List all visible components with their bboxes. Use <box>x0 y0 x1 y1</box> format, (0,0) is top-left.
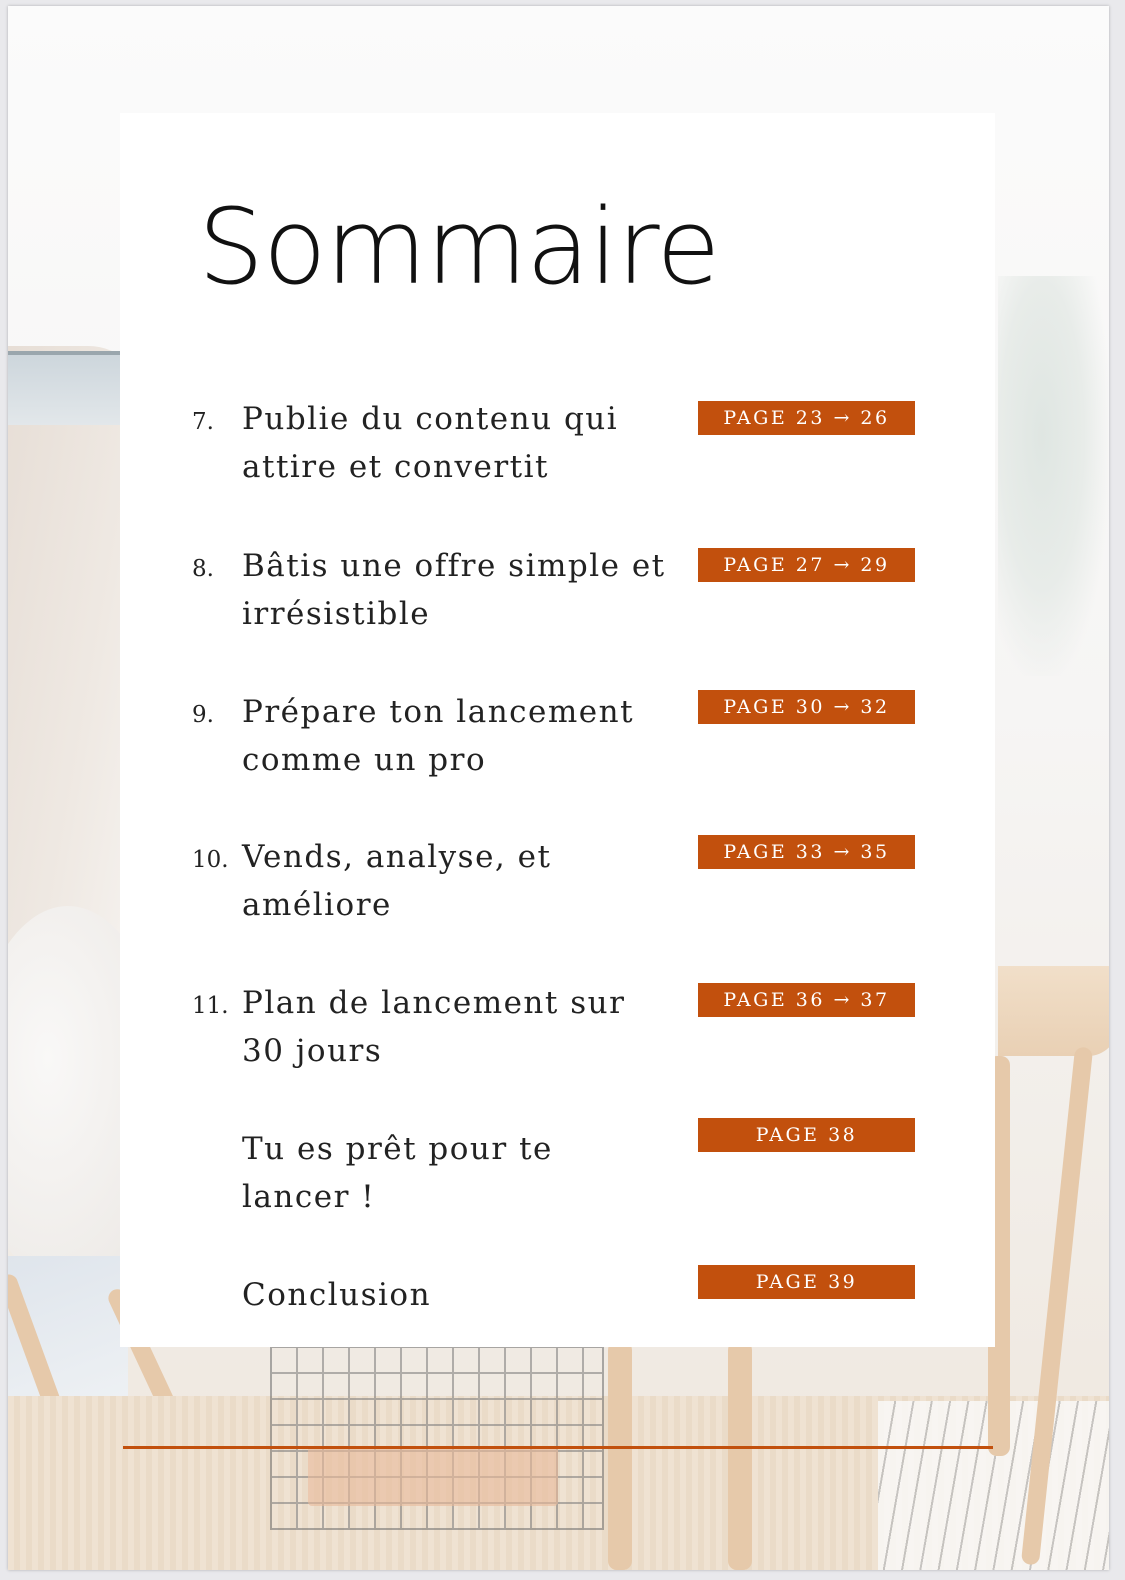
toc-page-badge: PAGE 27 → 29 <box>698 548 915 582</box>
toc-entry <box>120 1125 995 1235</box>
toc-card <box>120 113 995 1347</box>
toc-entry <box>120 1271 995 1381</box>
toc-entry-label: Plan de lancement sur 30 jours <box>242 985 626 1069</box>
toc-entry-number: 11. <box>192 993 229 1019</box>
background-tray <box>308 1446 558 1506</box>
background-plant <box>998 276 1108 676</box>
toc-page-badge: PAGE 23 → 26 <box>698 401 915 435</box>
toc-entry-label: Bâtis une offre simple et irrésistible <box>242 548 666 632</box>
toc-page-badge: PAGE 33 → 35 <box>698 835 915 869</box>
toc-page-badge: PAGE 36 → 37 <box>698 983 915 1017</box>
toc-entry <box>120 688 995 798</box>
toc-entry <box>120 833 995 943</box>
toc-entry-label: Prépare ton lancement comme un pro <box>242 694 635 778</box>
toc-entry-label: Publie du contenu qui attire et convertit <box>242 401 619 485</box>
toc-entry-number: 7. <box>192 409 214 435</box>
toc-entry <box>120 395 995 505</box>
page-title: Sommaire <box>198 186 720 308</box>
toc-entry-number: 10. <box>192 847 229 873</box>
toc-entry-label: Conclusion <box>242 1277 432 1313</box>
toc-entry-label: Vends, analyse, et améliore <box>242 839 552 923</box>
toc-page-badge: PAGE 30 → 32 <box>698 690 915 724</box>
toc-entry-number: 9. <box>192 702 214 728</box>
toc-entry <box>120 542 995 652</box>
background-monitor <box>8 351 128 425</box>
toc-page-badge: PAGE 39 <box>698 1265 915 1299</box>
document-page <box>8 6 1109 1570</box>
footer-divider-line <box>123 1446 993 1449</box>
background-stool <box>998 966 1109 1056</box>
toc-page-badge: PAGE 38 <box>698 1118 915 1152</box>
toc-entry <box>120 979 995 1089</box>
toc-entry-label: Tu es prêt pour te lancer ! <box>242 1131 553 1215</box>
toc-entry-number: 8. <box>192 556 214 582</box>
